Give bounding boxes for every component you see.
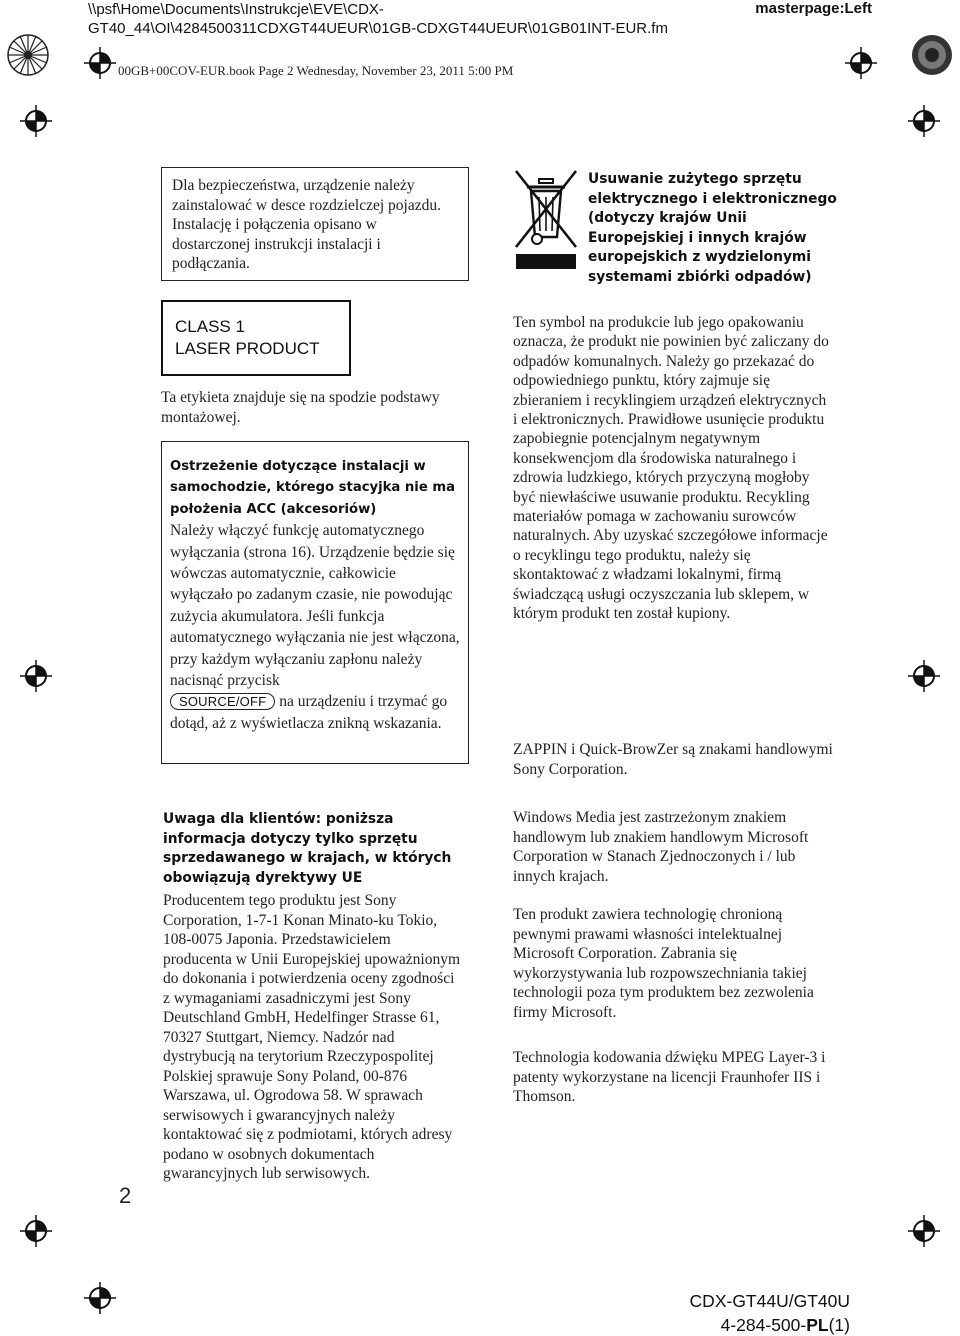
trademark-windows-media: Windows Media jest zastrzeżonym znakiem handlowym lub znakiem handlowym Microsoft Corporation w Stanach Zjednoczonych i / lub innych krajach. (513, 809, 809, 885)
laser-class-label (161, 300, 351, 376)
installation-warning-body (170, 520, 460, 734)
registration-mark-icon (908, 1215, 940, 1247)
registration-mark-icon (20, 105, 52, 137)
file-path-line-2: GT40_44\OI\4284500311CDXGT44UEUR\01GB-CDXGT44UEUR\01GB01INT-EUR.fm (88, 20, 668, 37)
file-path-line-1: \\psf\Home\Documents\Instrukcje\EVE\CDX- (88, 1, 384, 18)
trademark-zappin: ZAPPIN i Quick-BrowZer są znakami handlowymi Sony Corporation. (513, 741, 833, 778)
source-off-button[interactable]: SOURCE/OFF (170, 693, 275, 710)
laser-class-line: CLASS 1 (175, 317, 245, 336)
weee-body: Ten symbol na produkcie lub jego opakowaniu oznacza, że produkt nie powinien być zaliczany do odpadów komunalnych. Należy go przekazać do odpowiedniego punktu, który zajmuje się zbieraniem i recyklingiem urządzeń elektrycznych i elektronicznych. Prawidłowe usunięcie produktu zapobiegnie potencjalnym negatywnym konsekwencjom dla środowiska naturalnego i zdrowia ludzkiego, których przyczyną mogłoby być niewłaściwe usuwanie produktu. Recykling materiałów pomaga w zachowaniu surowców naturalnych. Aby uzyskać szczegółowe informacje o recyklingu tego produktu, należy się skontaktować z władzami lokalnymi, firmą świadczącą usługi oczyszczania lub sklepem, w którym produkt ten został kupiony. (513, 314, 829, 623)
registration-mark-icon (908, 660, 940, 692)
registration-mark-icon (845, 47, 877, 79)
part-number-language: PL (806, 1315, 829, 1335)
trademark-mp3: Technologia kodowania dźwięku MPEG Layer-3 i patenty wykorzystane na licencji Fraunhofer IIS i Thomson. (513, 1049, 826, 1105)
safety-note-text: Dla bezpieczeństwa, urządzenie należy zainstalować w desce rozdzielczej pojazdu. Instalację i połączenia opisano w dostarczonej instrukcji instalacji i podłączania. (172, 177, 441, 272)
part-number-prefix: 4-284-500- (720, 1315, 807, 1335)
installation-warning-heading: Ostrzeżenie dotyczące instalacji w samochodzie, którego stacyjka nie ma położenia ACC (akcesoriów) (170, 459, 455, 517)
crop-circle-mark-icon (6, 33, 50, 77)
registration-mark-icon (20, 1215, 52, 1247)
installation-warning-box (161, 441, 469, 764)
registration-mark-icon (20, 660, 52, 692)
safety-note-box (161, 167, 469, 281)
model-number: CDX-GT44U/GT40U (689, 1291, 850, 1311)
page-number: 2 (119, 1183, 132, 1208)
crop-circle-mark-icon (910, 33, 954, 77)
file-path-header (88, 0, 668, 38)
trademark-microsoft-technology: Ten produkt zawiera technologię chronioną pewnymi prawami własności intelektualnej Microsoft Corporation. Zabrania się wykorzystywania lub rozpowszechniania takiej technologii poza tym produktem bez zezwolenia firmy Microsoft. (513, 906, 814, 1021)
weee-heading: Usuwanie zużytego sprzętu elektrycznego i elektronicznego (dotyczy krajów Unii Europejskiej i innych krajów europejskich z wydzielonymi systemami zbiórki odpadów) (588, 171, 837, 285)
book-info-line: 00GB+00COV-EUR.book Page 2 Wednesday, November 23, 2011 5:00 PM (118, 63, 514, 78)
masterpage-label: masterpage:Left (755, 0, 872, 17)
laser-label-caption: Ta etykieta znajduje się na spodzie podstawy montażowej. (161, 389, 440, 426)
customer-notice-body: Producentem tego produktu jest Sony Corporation, 1-7-1 Konan Minato-ku Tokio, 108-0075 Japonia. Przedstawicielem producenta w Unii Europejskiej upoważnionym do dokonania i potwierdzenia oceny zgodności z wymaganiami zasadniczymi jest Sony Deutschland GmbH, Hedelfinger Strasse 61, 70327 Stuttgart, Niemcy. Nadzór nad dystrybucją na terytorium Rzeczypospolitej Polskiej sprawuje Sony Poland, 00-876 Warszawa, ul. Ogrodowa 58. W sprawach serwisowych i gwarancyjnych należy kontaktować się z podmiotami, których adresy podano w osobnych dokumentach gwarancyjnych lub serwisowych. (163, 892, 461, 1182)
part-number (721, 1313, 850, 1336)
registration-mark-icon (908, 105, 940, 137)
customer-notice-heading: Uwaga dla klientów: poniższa informacja dotyczy tylko sprzętu sprzedawanego w krajach, w których obowiązują dyrektywy UE (163, 811, 452, 886)
part-number-suffix: (1) (828, 1315, 850, 1335)
warning-body-text: Należy włączyć funkcję automatycznego wyłączania (strona 16). Urządzenie będzie się wówczas automatycznie, całkowicie wyłączało po zadanym czasie, nie powodując zużycia akumulatora. Jeśli funkcja automatycznego wyłączania nie jest włączona, przy każdym wyłączaniu zapłonu należy nacisnąć przycisk (170, 522, 460, 690)
registration-mark-icon (84, 1282, 116, 1314)
crossed-out-wheeled-bin-icon (513, 167, 579, 273)
warning-body-text-continued: na urządzeniu i trzymać go dotąd, aż z wyświetlacza znikną wskazania. (170, 693, 448, 732)
registration-mark-icon (84, 47, 116, 79)
laser-product-line: LASER PRODUCT (175, 339, 320, 358)
